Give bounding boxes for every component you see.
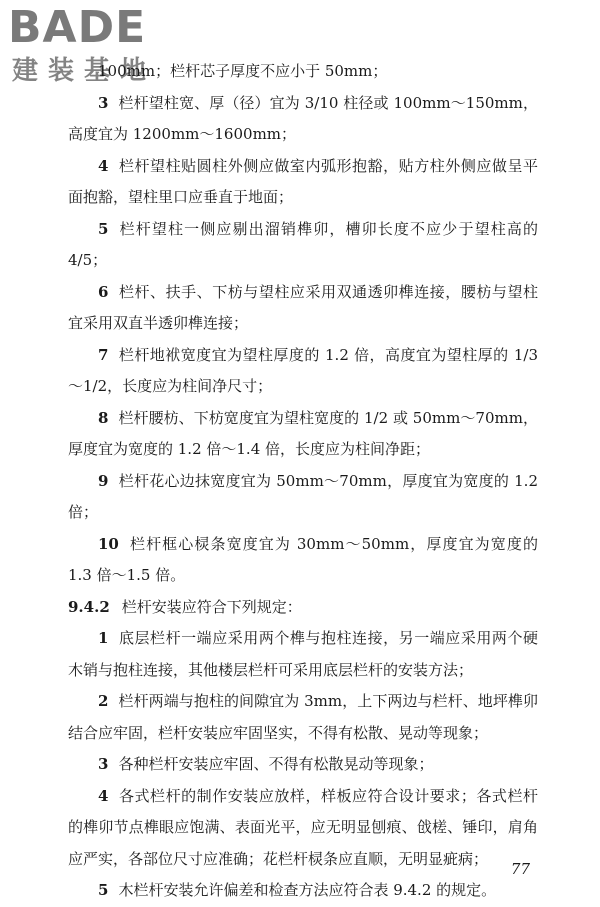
item-number: 3	[98, 93, 109, 112]
logo-subtitle: 建装基地	[12, 56, 157, 86]
item-number: 8	[98, 408, 109, 427]
item-number: 1	[98, 629, 109, 647]
list-item	[68, 277, 538, 340]
item-number: 3	[98, 755, 109, 773]
item-text: 栏杆、扶手、下枋与望柱应采用双通透卯榫连接，腰枋与望柱宜采用双直半透卯榫连接；	[68, 282, 538, 332]
item-number: 9	[98, 471, 109, 490]
clause-number: 9.4.2	[68, 597, 110, 616]
list-item	[68, 214, 538, 277]
item-text: 栏杆腰枋、下枋宽度宜为望柱宽度的 1/2 或 50mm～70mm，厚度宜为宽度的 1.2 倍～1.4 倍，长度应为柱间净距；	[68, 408, 538, 458]
list-item	[68, 340, 538, 403]
page-number: 77	[510, 860, 530, 878]
logo-brand-text: BADE	[8, 2, 147, 53]
item-text: 各式栏杆的制作安装应放样，样板应符合设计要求；各式栏杆的榫卯节点榫眼应饱满、表面光平，应无明显刨痕、戗槎、锤印，肩角应严实，各部位尺寸应准确；花栏杆棂条应直顺，无明显疵病；	[68, 786, 538, 868]
item-number: 7	[98, 345, 109, 364]
item-number: 5	[98, 881, 109, 899]
item-text: 栏杆望柱宽、厚（径）宜为 3/10 柱径或 100mm～150mm，高度宜为 1200mm～1600mm；	[68, 93, 538, 143]
item-number: 4	[98, 156, 109, 175]
list-item	[68, 56, 538, 88]
item-text: 栏杆地袱宽度宜为望柱厚度的 1.2 倍，高度宜为望柱厚的 1/3～1/2，长度应为柱间净尺寸；	[68, 345, 538, 395]
item-text: 100mm；栏杆芯子厚度不应小于 50mm；	[98, 62, 388, 80]
item-number: 10	[98, 534, 119, 553]
item-text: 栏杆花心边抹宽度宜为 50mm～70mm，厚度宜为宽度的 1.2 倍；	[68, 471, 538, 521]
item-text: 各种栏杆安装应牢固、不得有松散晃动等现象；	[118, 755, 434, 773]
document-body	[68, 56, 538, 907]
list-item	[68, 781, 538, 876]
list-item	[68, 466, 538, 529]
clause-text: 栏杆安装应符合下列规定：	[121, 597, 302, 616]
list-item	[68, 623, 538, 686]
item-number: 2	[98, 692, 109, 710]
list-item	[68, 88, 538, 151]
item-number: 6	[98, 282, 109, 301]
item-text: 栏杆框心棂条宽度宜为 30mm～50mm，厚度宜为宽度的 1.3 倍～1.5 倍。	[68, 534, 538, 584]
item-text: 底层栏杆一端应采用两个榫与抱柱连接，另一端应采用两个硬木销与抱柱连接，其他楼层栏杆可采用底层栏杆的安装方法；	[68, 629, 538, 679]
item-text: 木栏杆安装允许偏差和检查方法应符合表 9.4.2 的规定。	[118, 881, 497, 899]
list-item	[68, 403, 538, 466]
list-item	[68, 151, 538, 214]
list-item	[68, 749, 538, 781]
clause-heading	[68, 592, 538, 624]
item-number: 5	[98, 219, 109, 238]
list-item	[68, 529, 538, 592]
item-text: 栏杆望柱一侧应剔出溜销榫卯，槽卯长度不应少于望柱高的 4/5；	[68, 219, 538, 269]
list-item	[68, 686, 538, 749]
item-number: 4	[98, 786, 109, 805]
list-item	[68, 875, 538, 907]
item-text: 栏杆两端与抱柱的间隙宜为 3mm，上下两边与栏杆、地坪榫卯结合应牢固，栏杆安装应牢固坚实，不得有松散、晃动等现象；	[68, 692, 538, 742]
item-text: 栏杆望柱贴圆柱外侧应做室内弧形抱豁，贴方柱外侧应做呈平面抱豁，望柱里口应垂直于地面；	[68, 156, 538, 206]
